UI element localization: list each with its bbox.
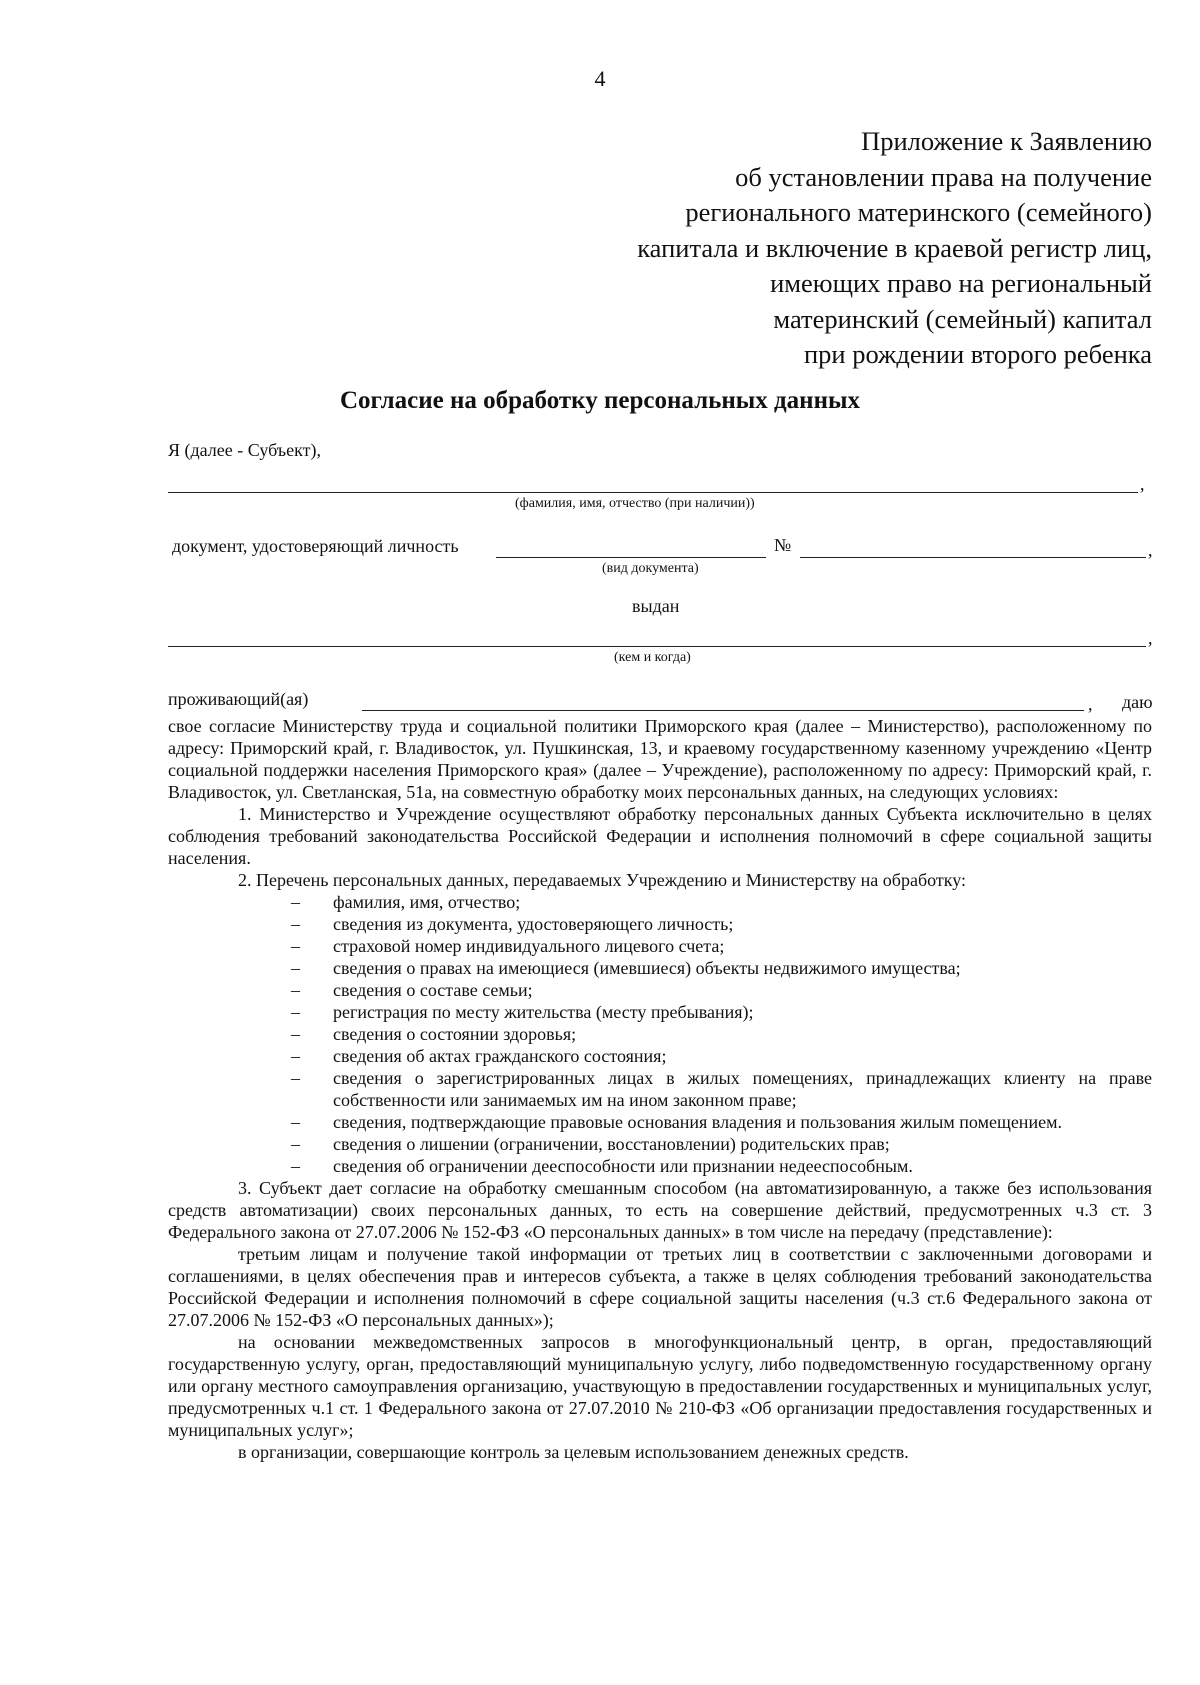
item-2: 2. Перечень персональных данных, передаваемых Учреждению и Министерству на обработку: (238, 870, 966, 890)
item-3: 3. Субъект дает согласие на обработку смешанным способом (на автоматизированную, а также без использования средств автоматизации) своих персональных данных, то есть на совершение действий, предусмотренных ч.3 ст. 3 Федерального закона от 27.07.2006 № 152-ФЗ «О персональных данных» в том числе на передачу (представление): (168, 1178, 1152, 1242)
list-item: – сведения о правах на имеющиеся (имевшиеся) объекты недвижимого имущества; (333, 957, 1152, 979)
list-item: – сведения об ограничении дееспособности или признании недееспособным. (333, 1155, 1152, 1177)
list-item: – сведения, подтверждающие правовые основания владения и пользования жилым помещением. (333, 1111, 1152, 1133)
list-item: – сведения о состоянии здоровья; (333, 1023, 1152, 1045)
appendix-line: при рождении второго ребенка (803, 339, 1152, 369)
list-item: – регистрация по месту жительства (месту пребывания); (333, 1001, 1152, 1023)
appendix-line: регионального материнского (семейного) (685, 197, 1152, 227)
list-item: – сведения об актах гражданского состояния; (333, 1045, 1152, 1067)
issued-label: выдан (632, 596, 680, 616)
appendix-line: Приложение к Заявлению (861, 126, 1152, 156)
document-number-sign: № (774, 535, 792, 555)
appendix-line: капитала и включение в краевой регистр лиц, (637, 232, 1152, 263)
appendix-line: об установлении права на получение (735, 161, 1152, 192)
residing-address-field[interactable] (362, 710, 1084, 711)
document-number-field[interactable] (800, 557, 1146, 558)
personal-data-list (168, 891, 1152, 1177)
issued-by-comma: , (1148, 628, 1153, 648)
document-title: Согласие на обработку персональных данных (339, 387, 860, 414)
list-item: – сведения из документа, удостоверяющего личность; (333, 913, 1152, 935)
list-item: – сведения о лишении (ограничении, восстановлении) родительских прав; (333, 1133, 1152, 1155)
appendix-line: материнский (семейный) капитал (773, 303, 1152, 334)
page-number: 4 (594, 66, 606, 91)
consent-paragraph: свое согласие Министерству труда и социальной политики Приморского края (далее – Министерство), расположенному по адресу: Приморский край, г. Владивосток, ул. Пушкинская, 13, и краевому государственному казенному учреждению «Центр социальной поддержки населения Приморского края» (далее – Учреждение), расположенному по адресу: Приморский край, г. Владивосток, ул. Светланская, 51а, на совместную обработку моих персональных данных, на следующих условиях: (168, 716, 1152, 802)
full-name-comma: , (1140, 474, 1145, 494)
residing-label: проживающий(ая) (168, 689, 309, 709)
issued-by-field[interactable] (168, 646, 1146, 647)
control-paragraph: в организации, совершающие контроль за целевым использованием денежных средств. (238, 1442, 909, 1462)
identity-document-label: документ, удостоверяющий личность (172, 536, 459, 556)
appendix-line: имеющих право на региональный (770, 268, 1152, 298)
list-item: – фамилия, имя, отчество; (333, 891, 1152, 913)
item-1: 1. Министерство и Учреждение осуществляют обработку персональных данных Субъекта исключительно в целях соблюдения требований законодательства Российской Федерации и исполнения полномочий в сфере социальной защиты населения. (168, 804, 1152, 868)
consent-body (168, 715, 1152, 1463)
document-type-caption: (вид документа) (602, 561, 699, 576)
list-item: – страховой номер индивидуального лицевого счета; (333, 935, 1152, 957)
issued-by-caption: (кем и когда) (614, 650, 691, 665)
subject-intro: Я (далее - Субъект), (168, 440, 321, 460)
full-name-field[interactable] (168, 492, 1138, 493)
third-parties-paragraph: третьим лицам и получение такой информации от третьих лиц в соответствии с заключенными договорами и соглашениями, в целях обеспечения прав и интересов субъекта, а также в целях соблюдения требований законодательства Российской Федерации и исполнения полномочий в сфере социальной защиты населения (ч.3 ст.6 Федерального закона от 27.07.2006 № 152-ФЗ «О персональных данных»); (168, 1244, 1152, 1330)
appendix-header (637, 124, 1152, 373)
give-word: даю (1122, 692, 1153, 712)
document-type-field[interactable] (496, 557, 766, 558)
document-number-comma: , (1148, 540, 1153, 560)
full-name-caption: (фамилия, имя, отчество (при наличии)) (515, 496, 755, 511)
list-item: – сведения о зарегистрированных лицах в жилых помещениях, принадлежащих клиенту на праве собственности или занимаемых им на ином законном праве; (333, 1067, 1152, 1111)
interagency-paragraph: на основании межведомственных запросов в многофункциональный центр, в орган, предоставляющий государственную услугу, орган, предоставляющий муниципальную услугу, либо подведомственную государственному органу или органу местного самоуправления организацию, участвующую в предоставлении государственных и муниципальных услуг, предусмотренных ч.1 ст. 1 Федерального закона от 27.07.2010 № 210-ФЗ «Об организации предоставления государственных и муниципальных услуг»; (168, 1332, 1152, 1440)
list-item: – сведения о составе семьи; (333, 979, 1152, 1001)
residing-comma: , (1088, 694, 1093, 714)
